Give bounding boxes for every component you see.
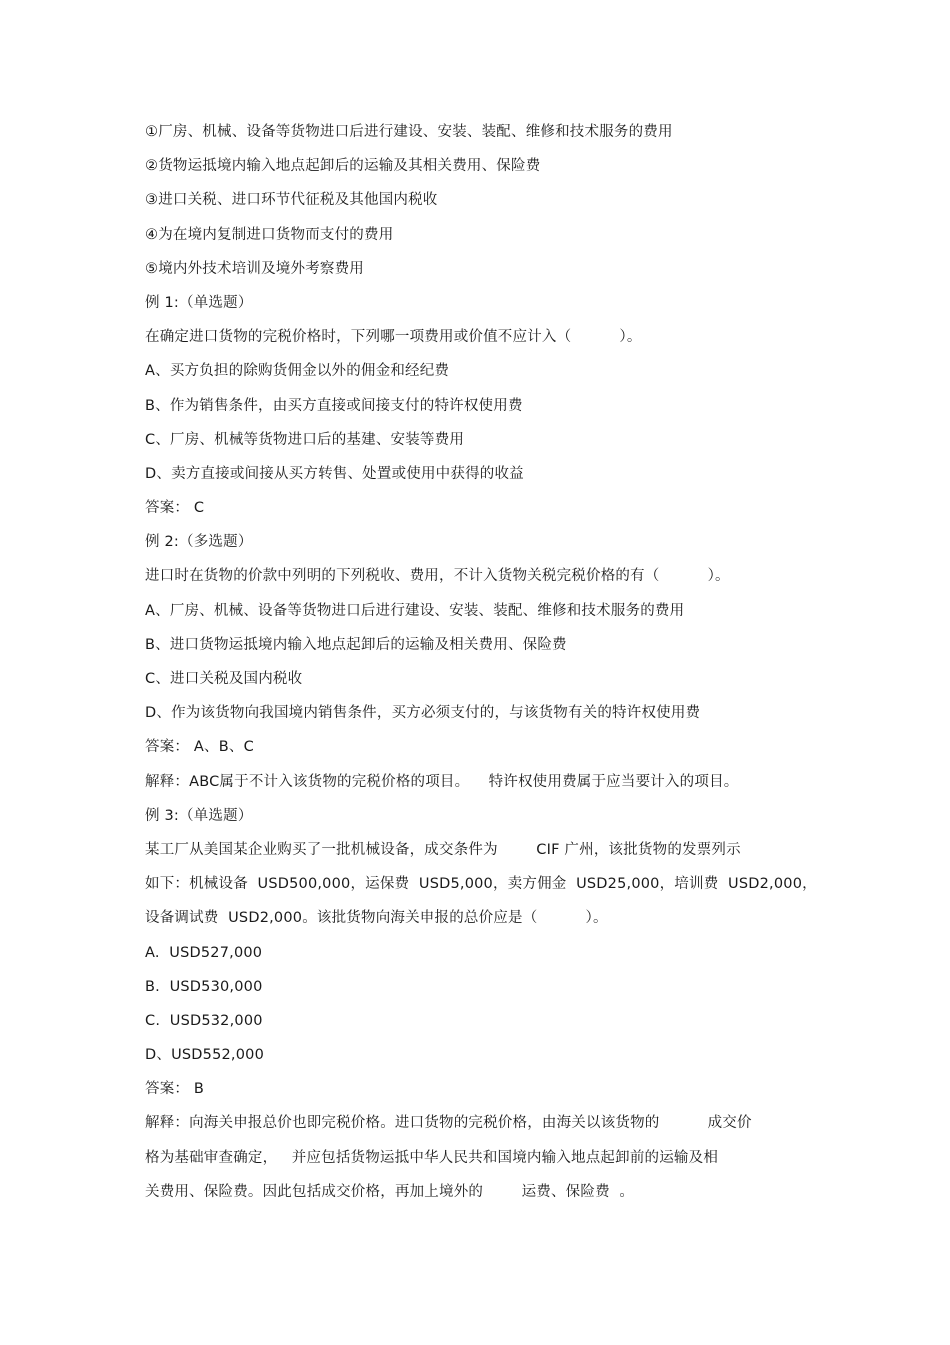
answer-line: 答案： A、B、C xyxy=(145,739,254,756)
text-line: ③进口关税、进口环节代征税及其他国内税收 xyxy=(145,192,438,209)
example-heading: 例 3:（单选题） xyxy=(145,807,253,824)
explanation-line: 解释：向海关申报总价也即完税价格。进口货物的完税价格，由海关以该货物的 成交价 xyxy=(145,1115,752,1132)
text-line: ②货物运抵境内输入地点起卸后的运输及其相关费用、保险费 xyxy=(145,158,541,175)
option-b: B. USD530,000 xyxy=(145,978,263,995)
option-c: C. USD532,000 xyxy=(145,1012,263,1029)
question-text: 进口时在货物的价款中列明的下列税收、费用，不计入货物关税完税价格的有（ ）。 xyxy=(145,568,730,585)
option-d: D、USD552,000 xyxy=(145,1047,265,1064)
example-heading: 例 1:（单选题） xyxy=(145,294,253,311)
text-line: ①厂房、机械、设备等货物进口后进行建设、安装、装配、维修和技术服务的费用 xyxy=(145,124,673,140)
option-c: C、厂房、机械等货物进口后的基建、安装等费用 xyxy=(145,431,465,448)
document-body xyxy=(145,115,815,1209)
option-a: A、买方负担的除购货佣金以外的佣金和经纪费 xyxy=(145,363,450,380)
question-text: 在确定进口货物的完税价格时，下列哪一项费用或价值不应计入（ ）。 xyxy=(145,329,642,346)
example-heading: 例 2:（多选题） xyxy=(145,534,253,551)
explanation-line: 解释：ABC属于不计入该货物的完税价格的项目。 特许权使用费属于应当要计入的项目。 xyxy=(145,773,739,790)
answer-line: 答案： B xyxy=(145,1081,205,1098)
text-line: ④为在境内复制进口货物而支付的费用 xyxy=(145,226,394,243)
option-c: C、进口关税及国内税收 xyxy=(145,671,303,687)
question-text: 如下：机械设备 USD500,000，运保费 USD5,000，卖方佣金 USD25,000，培训费 USD2,000， xyxy=(145,876,817,893)
option-b: B、作为销售条件，由买方直接或间接支付的特许权使用费 xyxy=(145,397,523,414)
option-d: D、作为该货物向我国境内销售条件，买方必须支付的，与该货物有关的特许权使用费 xyxy=(145,705,701,722)
option-a: A. USD527,000 xyxy=(145,944,263,961)
question-text: 设备调试费 USD2,000。该批货物向海关申报的总价应是（ ）。 xyxy=(145,910,608,927)
text-line: ⑤境内外技术培训及境外考察费用 xyxy=(145,260,364,277)
explanation-line: 格为基础审查确定， 并应包括货物运抵中华人民共和国境内输入地点起卸前的运输及相 xyxy=(145,1149,719,1166)
option-d: D、卖方直接或间接从买方转售、处置或使用中获得的收益 xyxy=(145,465,524,482)
question-text: 某工厂从美国某企业购买了一批机械设备，成交条件为 CIF 广州，该批货物的发票列示 xyxy=(145,841,741,858)
explanation-line: 关费用、保险费。因此包括成交价格，再加上境外的 运费、保险费 。 xyxy=(145,1183,635,1200)
option-a: A、厂房、机械、设备等货物进口后进行建设、安装、装配、维修和技术服务的费用 xyxy=(145,602,685,619)
option-b: B、进口货物运抵境内输入地点起卸后的运输及相关费用、保险费 xyxy=(145,636,567,653)
answer-line: 答案： C xyxy=(145,500,205,517)
